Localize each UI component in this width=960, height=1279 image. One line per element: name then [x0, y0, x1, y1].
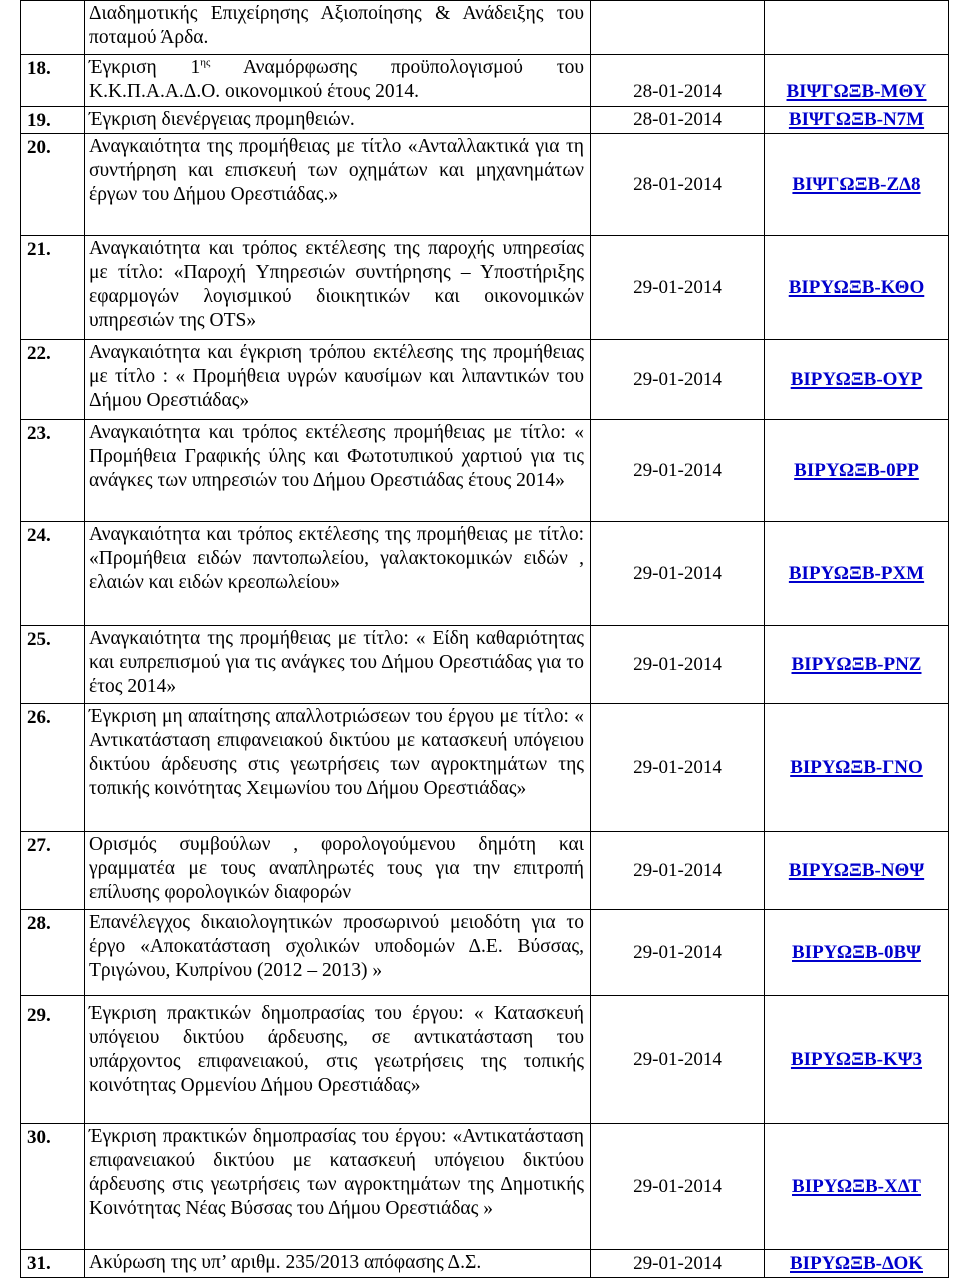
- item-date: 29-01-2014: [591, 626, 765, 704]
- item-number: 29.: [21, 996, 85, 1124]
- item-ada: [765, 996, 949, 1124]
- item-ada: [765, 522, 949, 626]
- item-subject: [85, 55, 591, 107]
- item-date: 28-01-2014: [591, 55, 765, 107]
- item-ada: [765, 55, 949, 107]
- ada-link[interactable]: ΒΙΡΥΩΞΒ-ΔΟΚ: [790, 1252, 923, 1274]
- ada-link[interactable]: ΒΙΨΓΩΞΒ-ΖΔ8: [792, 173, 921, 195]
- item-subject-part: Αναμόρφωσης προϋπολογισμού του Κ.Κ.Π.Α.Α.Δ.Ο. οικονομικού έτους 2014.: [89, 57, 584, 102]
- item-number: 30.: [21, 1124, 85, 1250]
- ada-link[interactable]: ΒΙΡΥΩΞΒ-ΡΝΖ: [791, 653, 922, 675]
- table-row: [21, 996, 949, 1124]
- table-row: [21, 134, 949, 236]
- item-subject: Διαδημοτικής Επιχείρησης Αξιοποίησης & Ανάδειξης του ποταμού Άρδα.: [85, 1, 591, 55]
- item-subject: Αναγκαιότητα και τρόπος εκτέλεσης προμήθειας με τίτλο: « Προμήθεια Γραφικής ύλης και Φωτοτυπικού χαρτιού για τις ανάγκες των υπηρεσιών του Δήμου Ορεστιάδας έτους 2014»: [85, 420, 591, 522]
- ada-link[interactable]: ΒΙΨΓΩΞΒ-ΜΘΥ: [786, 81, 927, 102]
- item-subject: Αναγκαιότητα και τρόπος εκτέλεσης της προμήθειας με τίτλο: «Προμήθεια ειδών παντοπωλείου, γαλακτοκομικών ειδών , ελαιών και ειδών κρεοπωλείου»: [85, 522, 591, 626]
- item-ada: [765, 1124, 949, 1250]
- item-number: 25.: [21, 626, 85, 704]
- item-subject: Έγκριση μη απαίτησης απαλλοτριώσεων του έργου με τίτλο: « Αντικατάσταση επιφανειακού δικτύου με κατασκευή υπόγειου δικτύου άρδευσης στις γεωτρήσεις των αγροκτημάτων της τοπικής κοινότητας Χειμωνίου του Δήμου Ορεστιάδας»: [85, 704, 591, 832]
- item-date: 29-01-2014: [591, 704, 765, 832]
- item-number: 18.: [21, 55, 85, 107]
- table-row: [21, 236, 949, 340]
- table-row: [21, 1, 949, 55]
- item-number: 19.: [21, 107, 85, 134]
- item-subject: Ορισμός συμβούλων , φορολογούμενου δημότη και γραμματέα με τους αναπληρωτές τους για την επιτροπή επίλυσης φορολογικών διαφορών: [85, 832, 591, 910]
- item-date: 29-01-2014: [591, 420, 765, 522]
- item-number: 21.: [21, 236, 85, 340]
- table-row: [21, 420, 949, 522]
- item-subject: Έγκριση πρακτικών δημοπρασίας του έργου: « Κατασκευή υπόγειου δικτύου άρδευσης, σε αντικατάσταση του υπάρχοντος επιφανειακού, στις γεωτρήσεις της τοπικής κοινότητας Ορμενίου Δήμου Ορεστιάδας»: [85, 996, 591, 1124]
- item-number: [21, 1, 85, 55]
- item-ada: [765, 134, 949, 236]
- ordinal-suffix: ης: [200, 56, 211, 69]
- item-number: 27.: [21, 832, 85, 910]
- table-row: [21, 910, 949, 996]
- item-ada: [765, 1, 949, 55]
- table-row: [21, 1250, 949, 1278]
- ada-link[interactable]: ΒΙΡΥΩΞΒ-ΝΘΨ: [788, 859, 925, 881]
- item-date: 29-01-2014: [591, 832, 765, 910]
- item-date: 29-01-2014: [591, 522, 765, 626]
- item-subject-part: Έγκριση 1: [89, 57, 201, 78]
- item-subject: Έγκριση πρακτικών δημοπρασίας του έργου: «Αντικατάσταση επιφανειακού δικτύου με κατασκευή υπόγειου δικτύου άρδευσης στις γεωτρήσεις των αγροκτημάτων της Δημοτικής Κοινότητας Νέας Βύσσας του Δήμου Ορεστιάδας »: [85, 1124, 591, 1250]
- item-subject: Έγκριση διενέργειας προμηθειών.: [85, 107, 591, 134]
- item-ada: [765, 704, 949, 832]
- ada-link[interactable]: ΒΙΡΥΩΞΒ-ΚΨ3: [790, 1048, 923, 1070]
- item-number: 20.: [21, 134, 85, 236]
- item-ada: [765, 107, 949, 134]
- item-date: 29-01-2014: [591, 340, 765, 420]
- ada-link[interactable]: ΒΙΡΥΩΞΒ-ΧΔΤ: [792, 1175, 921, 1197]
- item-date: 29-01-2014: [591, 996, 765, 1124]
- table-row: [21, 340, 949, 420]
- table-row: [21, 626, 949, 704]
- item-number: 26.: [21, 704, 85, 832]
- item-ada: [765, 910, 949, 996]
- item-date: 28-01-2014: [591, 107, 765, 134]
- ada-link[interactable]: ΒΙΨΓΩΞΒ-Ν7Μ: [788, 109, 925, 130]
- item-number: 31.: [21, 1250, 85, 1278]
- item-subject: Επανέλεγχος δικαιολογητικών προσωρινού μειοδότη για το έργο «Αποκατάσταση σχολικών υποδομών Δ.Ε. Βύσσας, Τριγώνου, Κυπρίνου (2012 – 2013) »: [85, 910, 591, 996]
- ada-link[interactable]: ΒΙΡΥΩΞΒ-ΟΥΡ: [790, 368, 923, 390]
- item-date: 29-01-2014: [591, 910, 765, 996]
- item-subject: Ακύρωση της υπ’ αριθμ. 235/2013 απόφασης Δ.Σ.: [85, 1250, 591, 1278]
- item-ada: [765, 420, 949, 522]
- decisions-table: [20, 0, 949, 1278]
- item-date: 29-01-2014: [591, 1124, 765, 1250]
- item-subject: Αναγκαιότητα της προμήθειας με τίτλο «Ανταλλακτικά για τη συντήρηση και επισκευή των οχημάτων και μηχανημάτων έργων του Δήμου Ορεστιάδας.»: [85, 134, 591, 236]
- table-row: [21, 832, 949, 910]
- item-ada: [765, 626, 949, 704]
- item-number: 23.: [21, 420, 85, 522]
- item-date: [591, 1, 765, 55]
- table-row: [21, 107, 949, 134]
- table-row: [21, 55, 949, 107]
- item-ada: [765, 340, 949, 420]
- item-number: 24.: [21, 522, 85, 626]
- ada-link[interactable]: ΒΙΡΥΩΞΒ-ΓΝΟ: [790, 756, 923, 778]
- item-date: 28-01-2014: [591, 134, 765, 236]
- ada-link[interactable]: ΒΙΡΥΩΞΒ-0ΡΡ: [794, 459, 919, 481]
- ada-link[interactable]: ΒΙΡΥΩΞΒ-0ΒΨ: [792, 941, 921, 963]
- ada-link[interactable]: ΒΙΡΥΩΞΒ-ΚΘΟ: [788, 276, 925, 298]
- item-ada: [765, 236, 949, 340]
- table-row: [21, 1124, 949, 1250]
- item-date: 29-01-2014: [591, 236, 765, 340]
- table-row: [21, 522, 949, 626]
- item-subject: Αναγκαιότητα της προμήθειας με τίτλο: « Είδη καθαριότητας και ευπρεπισμού για τις ανάγκες του Δήμου Ορεστιάδας για το έτος 2014»: [85, 626, 591, 704]
- item-number: 28.: [21, 910, 85, 996]
- item-subject: Αναγκαιότητα και έγκριση τρόπου εκτέλεσης της προμήθειας με τίτλο : « Προμήθεια υγρών καυσίμων και λιπαντικών του Δήμου Ορεστιάδας»: [85, 340, 591, 420]
- item-date: 29-01-2014: [591, 1250, 765, 1278]
- table-row: [21, 704, 949, 832]
- item-ada: [765, 1250, 949, 1278]
- item-subject: Αναγκαιότητα και τρόπος εκτέλεσης της παροχής υπηρεσίας με τίτλο: «Παροχή Υπηρεσιών συντήρησης – Υποστήριξης εφαρμογών λογισμικού διοικητικών και οικονομικών υπηρεσιών της OTS»: [85, 236, 591, 340]
- ada-link[interactable]: ΒΙΡΥΩΞΒ-ΡΧΜ: [788, 562, 925, 584]
- item-number: 22.: [21, 340, 85, 420]
- item-ada: [765, 832, 949, 910]
